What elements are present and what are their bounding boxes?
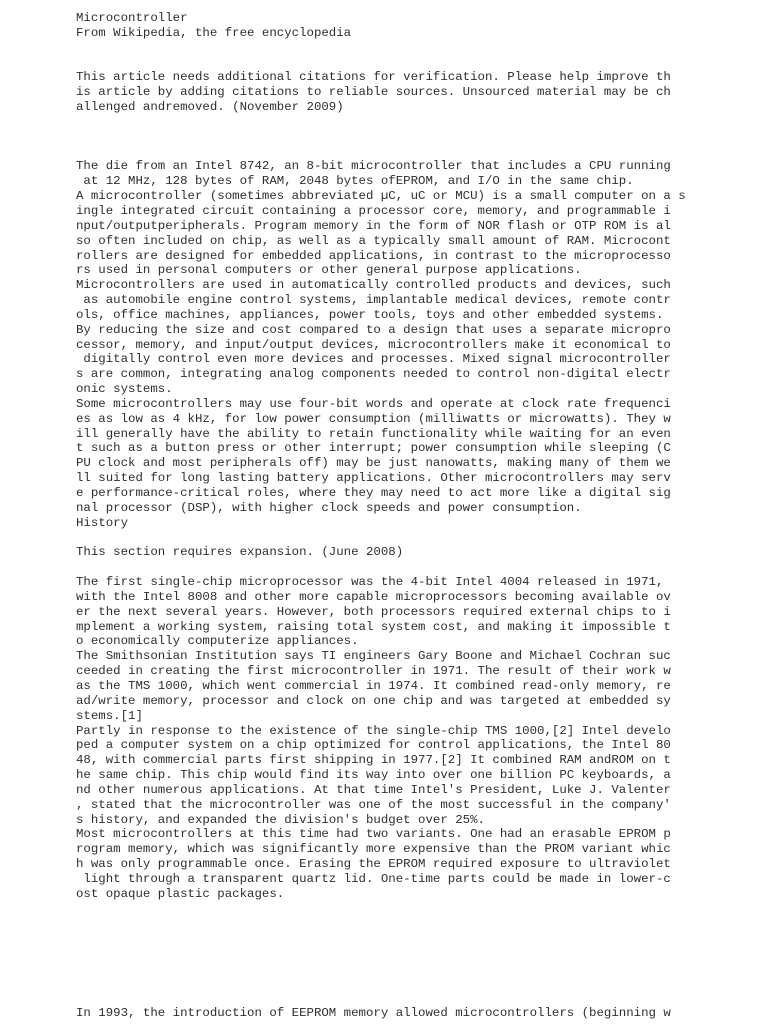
article-title: Microcontroller <box>76 11 188 25</box>
text-line: ped a computer system on a chip optimized for control applications, the Intel 80 <box>76 738 671 753</box>
text-line: er the next several years. However, both processors required external chips to i <box>76 604 671 619</box>
text-line: as the TMS 1000, which went commercial in 1974. It combined read-only memory, re <box>76 678 671 693</box>
text-line: By reducing the size and cost compared to a design that uses a separate micropro <box>76 322 671 337</box>
text-line: ost opaque plastic packages. <box>76 886 285 901</box>
text-line: rs used in personal computers or other general purpose applications. <box>76 263 582 278</box>
text-line: es as low as 4 kHz, for low power consumption (milliwatts or microwatts). They w <box>76 411 671 426</box>
text-line: Most microcontrollers at this time had two variants. One had an erasable EPROM p <box>76 827 671 842</box>
text-line: ceeded in creating the first microcontroller in 1971. The result of their work w <box>76 664 671 679</box>
notice-line: This article needs additional citations for verification. Please help improve th <box>76 70 671 85</box>
history-section <box>76 575 736 902</box>
text-line: rollers are designed for embedded applications, in contrast to the microprocesso <box>76 248 671 263</box>
text-line: h was only programmable once. Erasing the EPROM required exposure to ultraviolet <box>76 857 671 872</box>
article-source: From Wikipedia, the free encyclopedia <box>76 25 352 40</box>
text-line: t such as a button press or other interrupt; power consumption while sleeping (C <box>76 441 671 456</box>
text-line: onic systems. <box>76 382 173 397</box>
text-line: nal processor (DSP), with higher clock speeds and power consumption. <box>76 500 582 515</box>
section-heading-history: History <box>76 515 129 530</box>
text-line: The first single-chip microprocessor was the 4-bit Intel 4004 released in 1971, <box>76 575 664 590</box>
text-line: ingle integrated circuit containing a processor core, memory, and programmable i <box>76 203 671 218</box>
text-line: s are common, integrating analog components needed to control non-digital electr <box>76 367 671 382</box>
text-line: o economically computerize appliances. <box>76 634 359 649</box>
text-line: ols, office machines, appliances, power tools, toys and other embedded systems. <box>76 307 664 322</box>
text-line: , stated that the microcontroller was one of the most successful in the company' <box>76 797 671 812</box>
text-line: PU clock and most peripherals off) may be just nanowatts, making many of them we <box>76 456 671 471</box>
notice-line: is article by adding citations to reliable sources. Unsourced material may be ch <box>76 85 671 100</box>
text-line: mplement a working system, raising total system cost, and making it impossible t <box>76 619 671 634</box>
text-line: ad/write memory, processor and clock on one chip and was targeted at embedded sy <box>76 693 671 708</box>
continuation-line: In 1993, the introduction of EEPROM memory allowed microcontrollers (beginning w <box>76 1006 671 1020</box>
text-line: so often included on chip, as well as a typically small amount of RAM. Microcont <box>76 233 671 248</box>
text-line: stems.[1] <box>76 708 143 723</box>
text-line: cessor, memory, and input/output devices, microcontrollers make it economical to <box>76 337 671 352</box>
text-line: The die from an Intel 8742, an 8-bit microcontroller that includes a CPU running <box>76 159 671 174</box>
text-line: ll suited for long lasting battery applications. Other microcontrollers may serv <box>76 471 671 486</box>
text-line: at 12 MHz, 128 bytes of RAM, 2048 bytes ofEPROM, and I/O in the same chip. <box>76 174 634 189</box>
text-line: he same chip. This chip would find its way into over one billion PC keyboards, a <box>76 768 671 783</box>
text-line: light through a transparent quartz lid. One-time parts could be made in lower-c <box>76 871 671 886</box>
text-line: Microcontrollers are used in automatically controlled products and devices, such <box>76 278 671 293</box>
intro-section <box>76 159 736 530</box>
text-line: 48, with commercial parts first shipping in 1977.[2] It combined RAM andROM on t <box>76 753 671 768</box>
document-page <box>76 11 736 902</box>
text-line: nd other numerous applications. At that time Intel's President, Luke J. Valenter <box>76 782 671 797</box>
text-line: rogram memory, which was significantly more expensive than the PROM variant whic <box>76 842 671 857</box>
citation-notice <box>76 70 736 115</box>
text-line: A microcontroller (sometimes abbreviated µC, uC or MCU) is a small computer on a s <box>76 189 686 204</box>
text-line: ill generally have the ability to retain functionality while waiting for an even <box>76 426 671 441</box>
notice-line: allenged andremoved. (November 2009) <box>76 100 344 115</box>
text-line: nput/outputperipherals. Program memory in the form of NOR flash or OTP ROM is al <box>76 218 671 233</box>
text-line: Some microcontrollers may use four-bit words and operate at clock rate frequenci <box>76 396 671 411</box>
text-line: Partly in response to the existence of the single-chip TMS 1000,[2] Intel develo <box>76 723 671 738</box>
text-line: with the Intel 8008 and other more capable microprocessors becoming available ov <box>76 589 671 604</box>
text-line: e performance-critical roles, where they may need to act more like a digital sig <box>76 486 671 500</box>
text-line: digitally control even more devices and processes. Mixed signal microcontroller <box>76 352 671 367</box>
text-line: s history, and expanded the division's budget over 25%. <box>76 812 485 827</box>
expansion-notice: This section requires expansion. (June 2008) <box>76 545 404 560</box>
text-line: The Smithsonian Institution says TI engineers Gary Boone and Michael Cochran suc <box>76 649 671 664</box>
text-line: as automobile engine control systems, implantable medical devices, remote contr <box>76 293 671 308</box>
